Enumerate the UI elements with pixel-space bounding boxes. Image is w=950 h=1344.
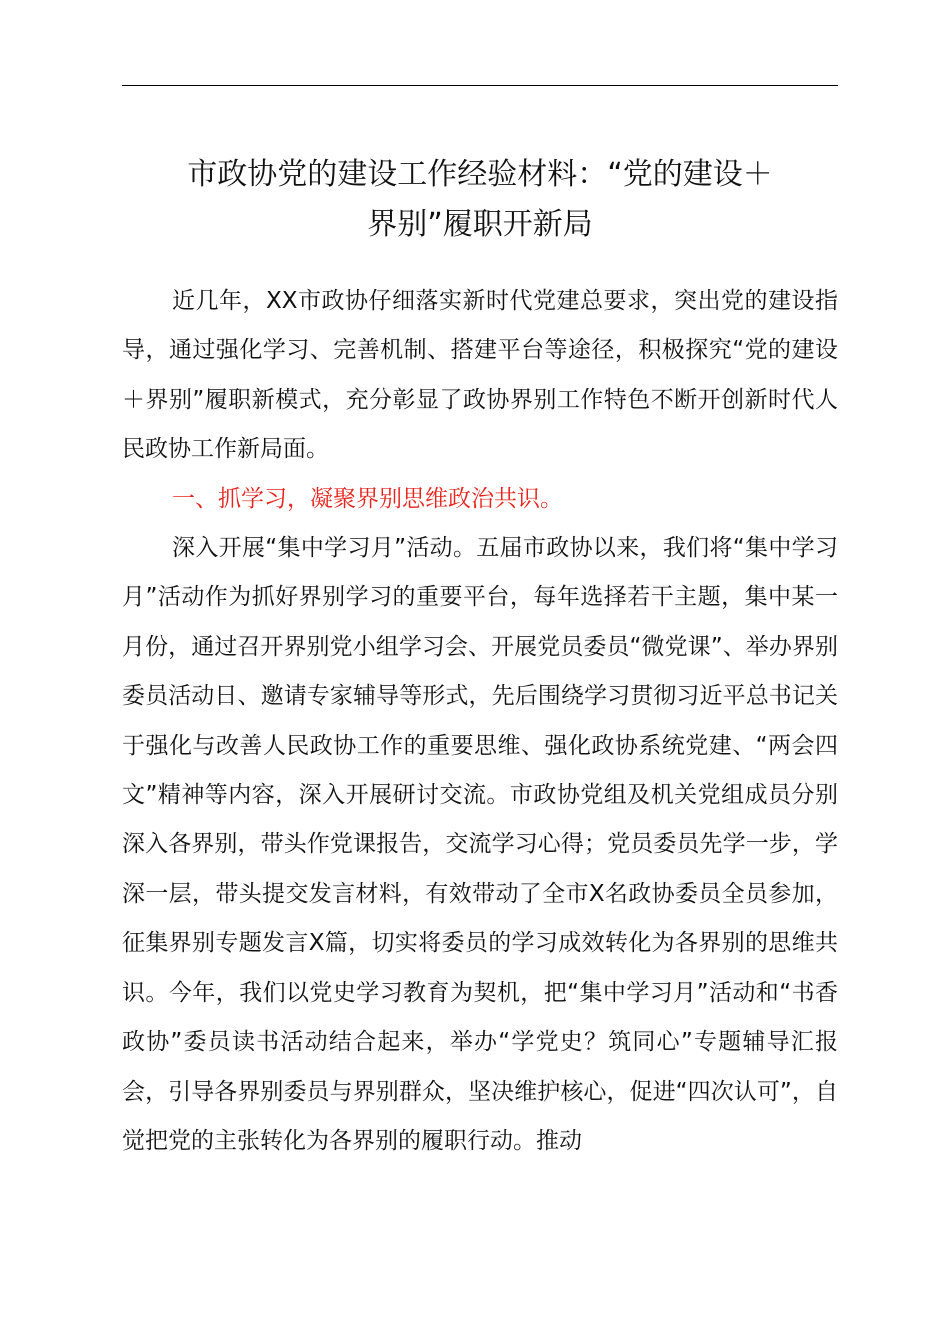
intro-paragraph: 近几年，XX市政协仔细落实新时代党建总要求，突出党的建设指导，通过强化学习、完善机制、搭建平台等途径，积极探究“党的建设＋界别”履职新模式，充分彰显了政协界别工作特色不断开创新时代人民政协工作新局面。 <box>122 288 838 463</box>
header-rule <box>122 85 838 86</box>
title-line-1: 市政协党的建设工作经验材料：“党的建设＋ <box>187 157 773 192</box>
section-heading-1: 一、抓学习，凝聚界别思维政治共识。 <box>172 485 563 512</box>
section-1-paragraph: 深入开展“集中学习月”活动。五届市政协以来，我们将“集中学习月”活动作为抓好界别学习的重要平台，每年选择若干主题，集中某一月份，通过召开界别党小组学习会、开展党员委员“微党课”、举办界别委员活动日、邀请专家辅导等形式，先后围绕学习贯彻习近平总书记关于强化与改善人民政协工作的重要思维、强化政协系统党建、“两会四文”精神等内容，深入开展研讨交流。市政协党组及机关党组成员分别深入各界别，带头作党课报告，交流学习心得；党员委员先学一步，学深一层，带头提交发言材料，有效带动了全市X名政协委员全员参加，征集界别专题发言X篇，切实将委员的学习成效转化为各界别的思维共识。今年，我们以党史学习教育为契机，把“集中学习月”活动和“书香政协”委员读书活动结合起来，举办“学党史？筑同心”专题辅导汇报会，引导各界别委员与界别群众，坚决维护核心，促进“四次认可”，自觉把党的主张转化为各界别的履职行动。推动 <box>122 535 838 1154</box>
document-title <box>110 150 850 250</box>
title-line-2: 界别”履职开新局 <box>367 207 593 242</box>
document-body <box>122 277 838 1166</box>
